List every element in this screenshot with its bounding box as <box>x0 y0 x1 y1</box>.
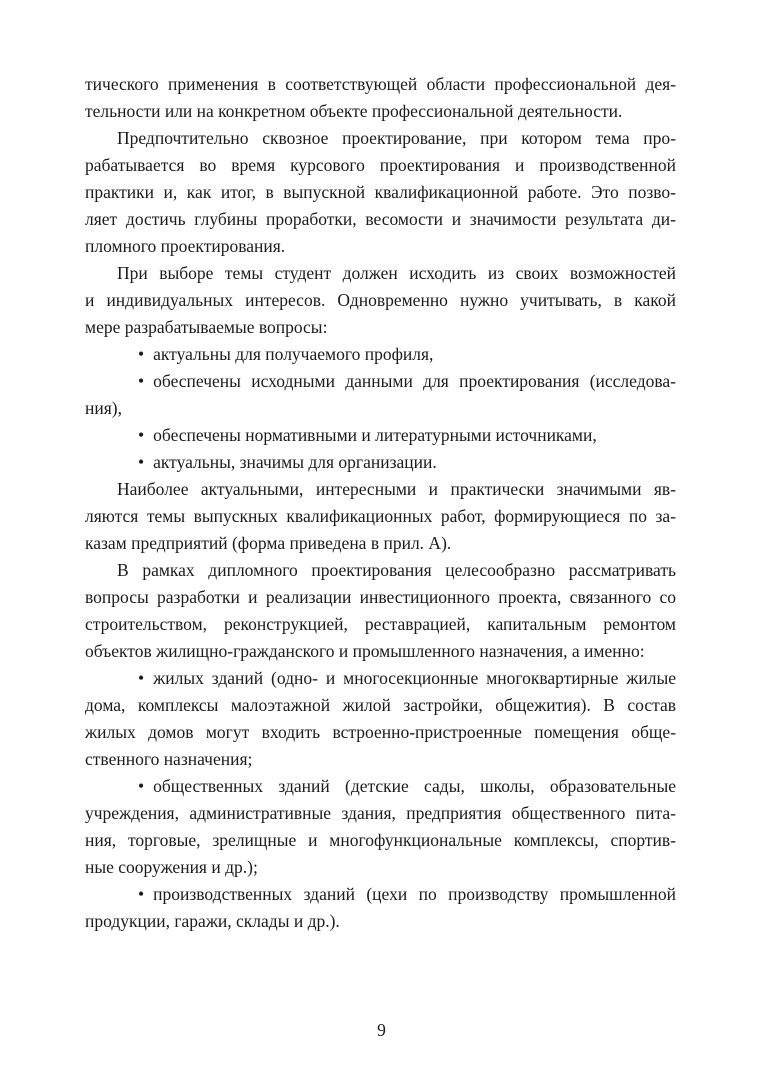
text-line: Наиболее актуальными, интересными и практически значимыми яв- <box>117 479 676 499</box>
bullet-text: общественных зданий (детские сады, школы, образовательные <box>153 776 676 796</box>
bullet-paragraph <box>85 665 676 773</box>
text-line <box>85 881 676 908</box>
text-line: ные сооружения и др.); <box>85 857 258 877</box>
text-line: рабатывается во время курсового проектирования и производственной <box>85 155 676 175</box>
text-line: жилых домов могут входить встроенно-пристроенные помещения обще- <box>85 722 676 742</box>
text-line: ния), <box>85 398 122 418</box>
text-line: При выборе темы студент должен исходить из своих возможностей <box>117 263 676 283</box>
text-line: мере разрабатываемые вопросы: <box>85 317 328 337</box>
text-line: ния, торговые, зрелищные и многофункциональные комплексы, спортив- <box>85 830 676 850</box>
text-line: тического применения в соответствующей области профессиональной дея- <box>85 74 676 94</box>
page-footer <box>0 1017 763 1044</box>
text-line <box>85 422 676 449</box>
text-line: учреждения, административные здания, предприятия общественного пита- <box>85 803 676 823</box>
bullet-text: актуальны для получаемого профиля, <box>153 344 434 364</box>
text-line: и индивидуальных интересов. Одновременно нужно учитывать, в какой <box>85 290 676 310</box>
bullet-icon: • <box>138 884 145 904</box>
bullet-icon: • <box>138 371 145 391</box>
text-line: объектов жилищно-гражданского и промышленного назначения, а именно: <box>85 641 645 661</box>
bullet-text: производственных зданий (цехи по производству промышленной <box>153 884 676 904</box>
text-line <box>85 773 676 800</box>
paragraph <box>85 125 676 260</box>
bullet-paragraph <box>85 341 676 368</box>
text-line: пломного проектирования. <box>85 236 286 256</box>
page-number: 9 <box>377 1020 386 1040</box>
text-line: дома, комплексы малоэтажной жилой застройки, общежития). В состав <box>85 695 676 715</box>
text-line: ляет достичь глубины проработки, весомости и значимости результата ди- <box>85 209 676 229</box>
bullet-icon: • <box>138 668 145 688</box>
text-line: строительством, реконструкцией, реставрацией, капитальным ремонтом <box>85 614 676 634</box>
text-line: вопросы разработки и реализации инвестиционного проекта, связанного со <box>85 587 676 607</box>
paragraph <box>85 476 676 557</box>
bullet-icon: • <box>138 344 145 364</box>
text-line <box>85 341 676 368</box>
text-line: Предпочтительно сквозное проектирование, при котором тема про- <box>117 128 676 148</box>
text-line: практики и, как итог, в выпускной квалификационной работе. Это позво- <box>85 182 676 202</box>
bullet-icon: • <box>138 425 145 445</box>
text-line: ляются темы выпускных квалификационных работ, формирующиеся по за- <box>85 506 676 526</box>
bullet-text: обеспечены исходными данными для проектирования (исследова- <box>153 371 676 391</box>
text-block <box>85 71 676 935</box>
bullet-paragraph <box>85 422 676 449</box>
bullet-paragraph <box>85 449 676 476</box>
text-line: В рамках дипломного проектирования целесообразно рассматривать <box>117 560 676 580</box>
paragraph <box>85 260 676 341</box>
text-line: казам предприятий (форма приведена в прил. А). <box>85 533 452 553</box>
text-line: ственного назначения; <box>85 749 253 769</box>
bullet-text: обеспечены нормативными и литературными источниками, <box>153 425 597 445</box>
text-line <box>85 449 676 476</box>
bullet-paragraph <box>85 881 676 935</box>
text-line <box>85 665 676 692</box>
bullet-text: актуальны, значимы для организации. <box>153 452 437 472</box>
paragraph <box>85 71 676 125</box>
bullet-paragraph <box>85 773 676 881</box>
bullet-icon: • <box>138 452 145 472</box>
text-line: продукции, гаражи, склады и др.). <box>85 911 340 931</box>
text-line <box>85 368 676 395</box>
bullet-text: жилых зданий (одно- и многосекционные многоквартирные жилые <box>153 668 676 688</box>
bullet-paragraph <box>85 368 676 422</box>
paragraph <box>85 557 676 665</box>
bullet-icon: • <box>138 776 145 796</box>
text-line: тельности или на конкретном объекте профессиональной деятельности. <box>85 101 623 121</box>
